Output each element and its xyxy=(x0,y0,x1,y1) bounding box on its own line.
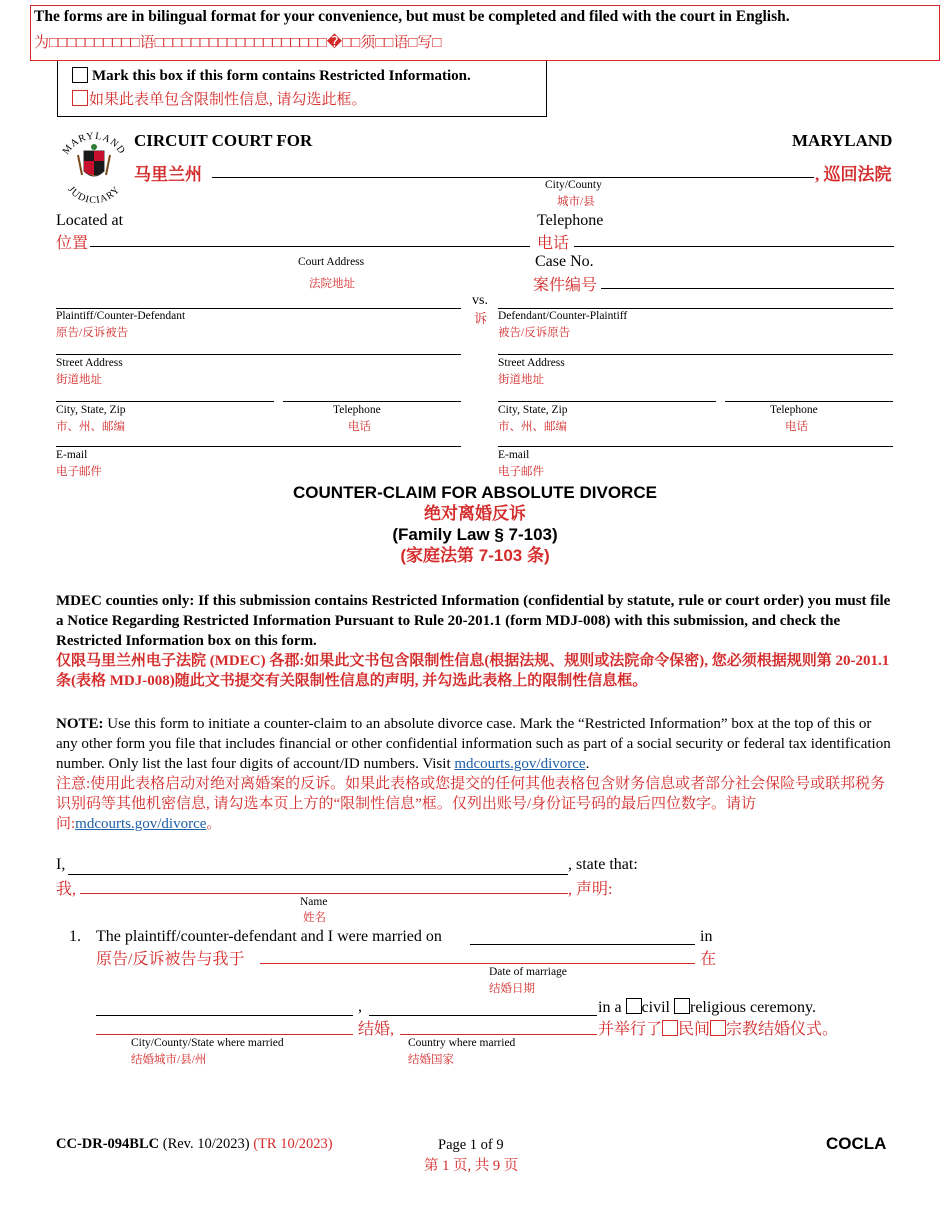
ceremony-line xyxy=(598,998,816,1017)
divorce-link[interactable]: mdcourts.gov/divorce xyxy=(454,756,586,772)
name-caption: Name xyxy=(300,896,328,908)
item1-in-zh: 在 xyxy=(700,951,717,968)
defendant-street-field[interactable] xyxy=(498,354,893,355)
court-address-caption-zh: 法院地址 xyxy=(309,278,355,290)
plaintiff-role: Plaintiff/Counter-Defendant xyxy=(56,310,186,322)
located-label-zh: 位置 xyxy=(56,235,89,252)
defendant-city-label: City, State, Zip xyxy=(498,404,568,416)
note-text: Use this form to initiate a counter-claim to an absolute divorce case. Mark the “Restricted Information” box at the top of this or any other form you file that includes financial or other confidential information such as part of a social security or federal tax identification number. Only list the last four digits of account/ID numbers. Visit xyxy=(56,716,891,772)
civil-checkbox-zh[interactable] xyxy=(662,1020,678,1036)
divorce-link-zh[interactable]: mdcourts.gov/divorce xyxy=(75,816,207,832)
court-title: CIRCUIT COURT FOR xyxy=(134,131,313,150)
plaintiff-city-label: City, State, Zip xyxy=(56,404,126,416)
seal-emblem xyxy=(78,144,110,176)
restricted-info-box xyxy=(57,61,547,117)
note-end: . xyxy=(585,756,590,772)
date-caption-zh: 结婚日期 xyxy=(489,983,535,995)
country-caption-zh: 结婚国家 xyxy=(408,1054,454,1066)
defendant-email-label-zh: 电子邮件 xyxy=(498,466,544,478)
form-translation: (TR 10/2023) xyxy=(249,1136,333,1152)
civil-label-zh: 民间 xyxy=(678,1021,711,1038)
marriage-date-field[interactable] xyxy=(470,944,695,945)
form-number: CC-DR-094BLC xyxy=(56,1136,160,1152)
statement-i: I, xyxy=(56,856,66,873)
name-caption-zh: 姓名 xyxy=(303,912,326,924)
telephone-label: Telephone xyxy=(537,212,604,229)
case-no-label-zh: 案件编号 xyxy=(533,277,598,294)
defendant-tel-label: Telephone xyxy=(770,404,818,416)
marriage-country-field[interactable] xyxy=(369,1015,597,1016)
seal-bottom-text: JUDICIARY xyxy=(65,184,123,205)
citycounty-label-zh: 城市/县 xyxy=(557,196,595,208)
plaintiff-street-field[interactable] xyxy=(56,354,461,355)
banner-zh: 为□□□□□□□□□□语□□□□□□□□□□□□□□□□□□□�□□须□□语□写□ xyxy=(34,35,442,51)
defendant-role-zh: 被告/反诉原告 xyxy=(498,327,571,339)
defendant-email-field[interactable] xyxy=(498,446,893,447)
marriage-country-field-zh xyxy=(400,1034,597,1035)
place-caption-zh: 结婚城市/县/州 xyxy=(131,1054,207,1066)
declarant-name-field-zh xyxy=(80,893,568,894)
defendant-role: Defendant/Counter-Plaintiff xyxy=(498,310,628,322)
page-number-zh: 第 1 页, 共 9 页 xyxy=(424,1158,519,1174)
court-title-zh: 马里兰州 xyxy=(134,165,202,184)
restricted-checkbox-zh[interactable] xyxy=(72,90,88,106)
defendant-email-label: E-mail xyxy=(498,449,530,461)
place-caption: City/County/State where married xyxy=(131,1037,284,1049)
vs-label-zh: 诉 xyxy=(474,311,488,326)
form-title-block xyxy=(0,482,950,566)
defendant-street-label-zh: 街道地址 xyxy=(498,374,544,386)
civil-checkbox[interactable] xyxy=(626,998,642,1014)
religious-label: religious ceremony. xyxy=(689,999,817,1016)
case-no-label: Case No. xyxy=(535,253,594,270)
item1-text: The plaintiff/counter-defendant and I were married on xyxy=(96,928,442,945)
ceremony-line-zh xyxy=(598,1016,838,1039)
plaintiff-email-label-zh: 电子邮件 xyxy=(56,466,102,478)
date-caption: Date of marriage xyxy=(489,966,567,978)
ceremony-in-a: in a xyxy=(598,999,622,1016)
marriage-date-field-zh xyxy=(260,963,695,964)
maryland-judiciary-seal xyxy=(56,127,132,205)
court-suffix-zh: , 巡回法院 xyxy=(815,165,892,184)
form-law-zh: (家庭法第 7-103 条) xyxy=(400,546,550,565)
statement-state: , state that: xyxy=(568,856,638,873)
defendant-name-field[interactable] xyxy=(498,308,893,309)
plaintiff-email-label: E-mail xyxy=(56,449,88,461)
restricted-label-en: Mark this box if this form contains Restricted Information. xyxy=(92,68,471,84)
item1-comma: , xyxy=(358,998,362,1015)
court-address-field[interactable] xyxy=(90,246,530,247)
plaintiff-tel-label-zh: 电话 xyxy=(348,421,371,433)
civil-label: civil xyxy=(641,999,670,1016)
plaintiff-email-field[interactable] xyxy=(56,446,461,447)
item1-in: in xyxy=(700,928,713,945)
banner-en: The forms are in bilingual format for your convenience, but must be completed and filed with the court in English. xyxy=(34,8,790,25)
telephone-field[interactable] xyxy=(574,246,894,247)
svg-text:JUDICIARY xyxy=(65,184,122,205)
plaintiff-city-label-zh: 市、州、邮编 xyxy=(56,421,125,433)
defendant-city-field[interactable] xyxy=(498,401,716,402)
item1-number: 1. xyxy=(69,928,81,945)
citycounty-label: City/County xyxy=(545,179,602,191)
statement-state-zh: , 声明: xyxy=(568,881,613,898)
statement-i-zh: 我, xyxy=(56,881,77,898)
mdec-notice: MDEC counties only: If this submission contains Restricted Information (confidential by statute, rule or court order) you must file a Notice Regarding Restricted Information Pursuant to Rule 20-201.1 (form MDJ-008) with this submission, and check the Restricted Information box on this form. xyxy=(56,593,891,649)
religious-label-zh: 宗教结婚仪式。 xyxy=(726,1021,839,1038)
marriage-place-field-zh xyxy=(96,1034,353,1035)
ceremony-in-a-zh: 并举行了 xyxy=(598,1021,663,1038)
plaintiff-tel-label: Telephone xyxy=(333,404,381,416)
note-text-zh: 注意:使用此表格启动对绝对离婚案的反诉。如果此表格或您提交的任何其他表格包含财务信息或者部分社会保险号或联邦税务识别码等其他机密信息, 请勾选本页上方的“限制性信息”框。仅列出账号/身份证号码的最后四位数字。请访问: xyxy=(56,776,886,832)
defendant-street-label: Street Address xyxy=(498,357,565,369)
defendant-tel-label-zh: 电话 xyxy=(785,421,808,433)
note-paragraph-zh xyxy=(56,774,894,834)
telephone-label-zh: 电话 xyxy=(537,235,570,252)
case-no-field[interactable] xyxy=(601,288,894,289)
page-number: Page 1 of 9 xyxy=(438,1137,504,1153)
restricted-checkbox[interactable] xyxy=(72,67,88,83)
form-title: COUNTER-CLAIM FOR ABSOLUTE DIVORCE xyxy=(293,483,657,502)
court-county-field[interactable] xyxy=(212,177,814,178)
country-caption: Country where married xyxy=(408,1037,516,1049)
mdec-notice-zh: 仅限马里兰州电子法院 (MDEC) 各郡:如果此文书包含限制性信息(根据法规、规则或法院命令保密), 您必须根据规则第 20-201.1 条(表格 MDJ-008)随此文书提交有关限制性信息的声明, 并勾选此表格上的限制性信息框。 xyxy=(56,653,890,689)
plaintiff-street-label-zh: 街道地址 xyxy=(56,374,102,386)
note-label: NOTE: xyxy=(56,716,104,732)
marriage-place-field[interactable] xyxy=(96,1015,353,1016)
plaintiff-city-field[interactable] xyxy=(56,401,274,402)
footer-form-id xyxy=(56,1136,333,1153)
defendant-city-label-zh: 市、州、邮编 xyxy=(498,421,567,433)
religious-checkbox-zh[interactable] xyxy=(710,1020,726,1036)
note-end-zh: 。 xyxy=(206,816,222,832)
plaintiff-street-label: Street Address xyxy=(56,357,123,369)
plaintiff-tel-field[interactable] xyxy=(283,401,461,402)
form-law: (Family Law § 7-103) xyxy=(392,525,558,544)
form-revision: (Rev. 10/2023) xyxy=(159,1136,250,1152)
plaintiff-role-zh: 原告/反诉被告 xyxy=(56,327,129,339)
note-paragraph xyxy=(56,714,894,774)
court-state: MARYLAND xyxy=(792,131,893,150)
plaintiff-name-field[interactable] xyxy=(56,308,461,309)
item1-text-zh: 原告/反诉被告与我于 xyxy=(96,951,245,968)
vs-label: vs. xyxy=(472,293,488,308)
defendant-tel-field[interactable] xyxy=(725,401,893,402)
form-code: COCLA xyxy=(826,1134,887,1153)
located-label: Located at xyxy=(56,212,124,229)
restricted-label-zh: 如果此表单包含限制性信息, 请勾选此框。 xyxy=(89,92,367,108)
item1-comma-zh: 结婚, xyxy=(358,1021,395,1038)
court-address-caption: Court Address xyxy=(298,256,365,268)
form-title-zh: 绝对离婚反诉 xyxy=(424,504,526,523)
bilingual-banner xyxy=(30,5,940,61)
religious-checkbox[interactable] xyxy=(674,998,690,1014)
declarant-name-field[interactable] xyxy=(68,874,568,875)
seal-top-text: MARYLAND xyxy=(60,130,128,157)
